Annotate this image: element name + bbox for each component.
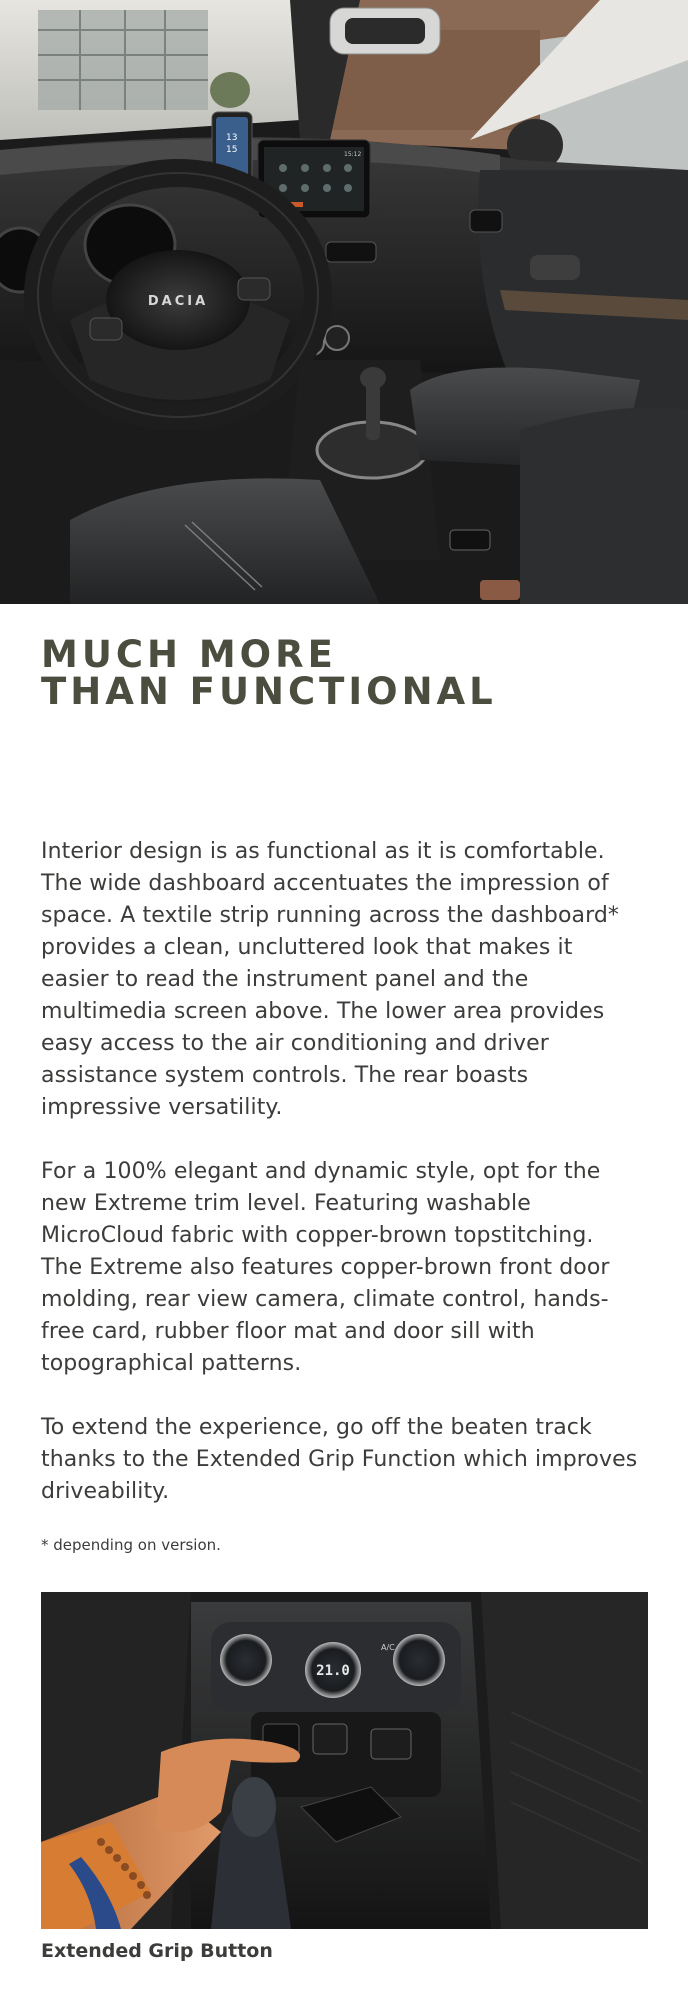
- paragraph-extended-grip: To extend the experience, go off the beaten track thanks to the Extended Grip Function which improves driveability.: [41, 1415, 638, 1504]
- body-text: [41, 836, 641, 1540]
- paragraph-extreme-trim: For a 100% elegant and dynamic style, opt for the new Extreme trim level. Featuring washable MicroCloud fabric with copper-brown topstitching. The Extreme also features copper-brown front door molding, rear view camera, climate control, hands-free card, rubber floor mat and door sill with topographical patterns.: [41, 1159, 610, 1376]
- svg-text:21.0: 21.0: [316, 1663, 350, 1679]
- photo-caption: Extended Grip Button: [41, 1940, 273, 1962]
- footnote: * depending on version.: [41, 1536, 221, 1554]
- heading-line-1: MUCH MORE: [41, 633, 337, 676]
- svg-text:15: 15: [226, 145, 238, 155]
- section-heading: [41, 633, 497, 713]
- svg-text:15:12: 15:12: [344, 151, 362, 158]
- extended-grip-photo: [41, 1592, 648, 1929]
- heading-line-2: THAN FUNCTIONAL: [41, 670, 497, 713]
- paragraph-interior: Interior design is as functional as it is comfortable. The wide dashboard accentuates the impression of space. A textile strip running across the dashboard* provides a clean, uncluttered look that makes it easier to read the instrument panel and the multimedia screen above. The lower area provides easy access to the air conditioning and driver assistance system controls. The rear boasts impressive versatility.: [41, 839, 620, 1120]
- svg-text:13: 13: [226, 133, 238, 143]
- car-interior-photo: [0, 0, 688, 604]
- svg-text:DACIA: DACIA: [147, 294, 209, 309]
- svg-text:A/C: A/C: [381, 1643, 395, 1652]
